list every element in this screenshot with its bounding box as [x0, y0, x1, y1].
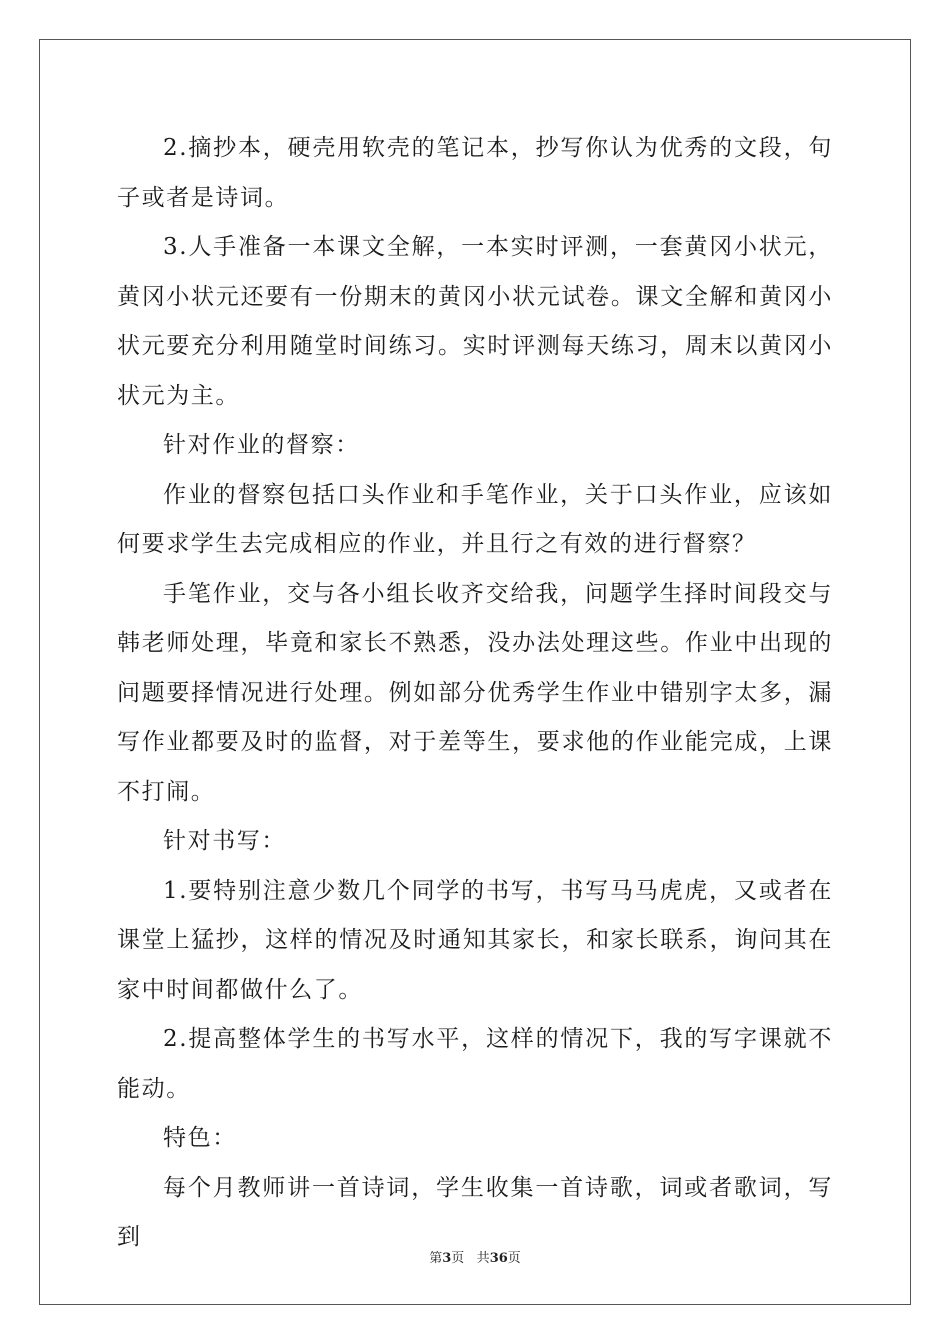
page-label-prefix: 第: [429, 1251, 443, 1266]
paragraph: 每个月教师讲一首诗词，学生收集一首诗歌，词或者歌词，写到: [117, 1174, 833, 1250]
page-footer: [0, 1247, 950, 1266]
total-pages: 36: [489, 1251, 508, 1266]
page-number: 3: [442, 1251, 452, 1266]
document-body: [117, 124, 833, 1263]
total-label-suffix: 页: [507, 1251, 521, 1266]
page-label-suffix: 页: [451, 1251, 465, 1266]
section-heading: 针对书写：: [163, 828, 286, 854]
section-heading: 特色：: [163, 1125, 237, 1151]
paragraph: 1.要特别注意少数几个同学的书写，书写马马虎虎，又或者在课堂上猛抄，这样的情况及时通知其家长，和家长联系，询问其在家中时间都做什么了。: [117, 877, 833, 1003]
paragraph: 3.人手准备一本课文全解，一本实时评测，一套黄冈小状元，黄冈小状元还要有一份期末的黄冈小状元试卷。课文全解和黄冈小状元要充分利用随堂时间练习。实时评测每天练习，周末以黄冈小状元为主。: [117, 234, 833, 409]
paragraph: 2.提高整体学生的书写水平，这样的情况下，我的写字课就不能动。: [117, 1026, 833, 1102]
paragraph: 2.摘抄本，硬壳用软壳的笔记本，抄写你认为优秀的文段，句子或者是诗词。: [117, 135, 833, 211]
section-heading: 针对作业的督察：: [163, 432, 360, 458]
total-label-prefix: 共: [476, 1251, 490, 1266]
paragraph: 作业的督察包括口头作业和手笔作业，关于口头作业，应该如何要求学生去完成相应的作业，并且行之有效的进行督察？: [117, 481, 833, 557]
paragraph: 手笔作业，交与各小组长收齐交给我，问题学生择时间段交与韩老师处理，毕竟和家长不熟悉，没办法处理这些。作业中出现的问题要择情况进行处理。例如部分优秀学生作业中错别字太多，漏写作业都要及时的监督，对于差等生，要求他的作业能完成，上课不打闹。: [117, 580, 833, 805]
